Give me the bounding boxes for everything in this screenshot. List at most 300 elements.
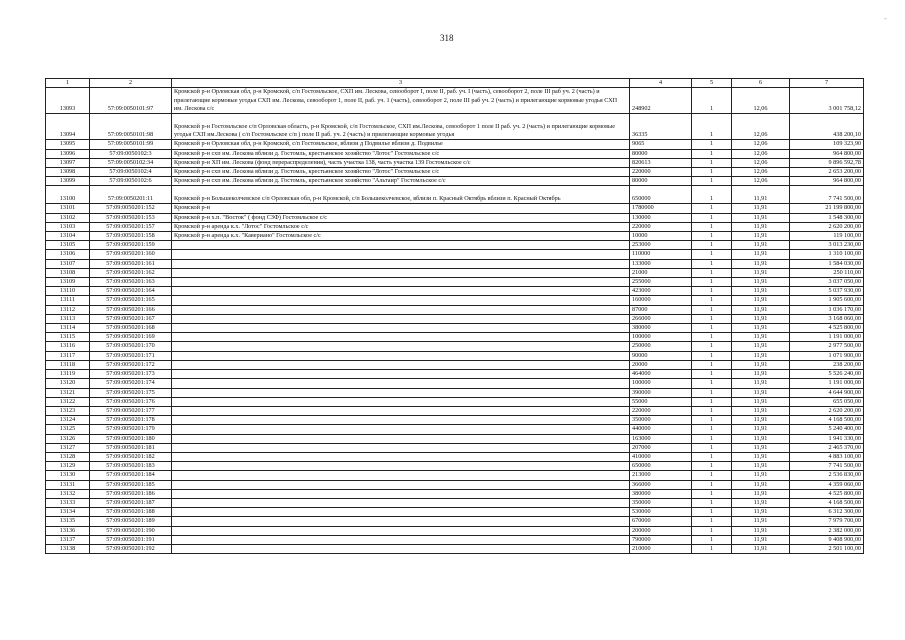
total-value: 2 653 200,00 (790, 168, 864, 177)
row-number: 13136 (46, 526, 90, 535)
cadastral-number: 57:09:0050201:183 (90, 462, 172, 471)
unit-price: 12,06 (732, 88, 790, 114)
row-number: 13097 (46, 158, 90, 167)
count-value: 1 (692, 222, 732, 231)
area-value: 670000 (630, 517, 692, 526)
area-value: 423000 (630, 287, 692, 296)
area-value: 80000 (630, 177, 692, 186)
column-number: 6 (732, 79, 790, 88)
table-row (46, 388, 864, 397)
area-value: 80000 (630, 149, 692, 158)
area-value: 350000 (630, 416, 692, 425)
cadastral-number: 57:09:0050201:186 (90, 489, 172, 498)
area-value: 90000 (630, 351, 692, 360)
table-row (46, 305, 864, 314)
column-number: 3 (172, 79, 630, 88)
cadastral-number: 57:09:0050101:98 (90, 114, 172, 140)
cadastral-number: 57:09:0050201:164 (90, 287, 172, 296)
table-row (46, 213, 864, 222)
unit-price: 11,91 (732, 241, 790, 250)
unit-price: 11,91 (732, 452, 790, 461)
area-value: 440000 (630, 425, 692, 434)
parcel-description (172, 462, 630, 471)
cadastral-number: 57:09:0050101:97 (90, 88, 172, 114)
table-row (46, 296, 864, 305)
total-value: 3 168 060,00 (790, 314, 864, 323)
count-value: 1 (692, 351, 732, 360)
table-row (46, 140, 864, 149)
cadastral-number: 57:09:0050201:170 (90, 342, 172, 351)
count-value: 1 (692, 213, 732, 222)
count-value: 1 (692, 379, 732, 388)
table-row (46, 158, 864, 167)
count-value: 1 (692, 535, 732, 544)
table-row (46, 186, 864, 204)
parcel-description (172, 526, 630, 535)
unit-price: 11,91 (732, 222, 790, 231)
count-value: 1 (692, 232, 732, 241)
area-value: 380000 (630, 489, 692, 498)
row-number: 13104 (46, 232, 90, 241)
row-number: 13093 (46, 88, 90, 114)
count-value: 1 (692, 462, 732, 471)
parcel-description (172, 250, 630, 259)
cadastral-number: 57:09:0050201:187 (90, 498, 172, 507)
parcel-description: Кромской р-н х.п. "Восток" ( фонд СЗФ) Гостомльское с/с (172, 213, 630, 222)
total-value: 2 536 830,00 (790, 471, 864, 480)
row-number: 13094 (46, 114, 90, 140)
parcel-description: Кромской р-н ХП им. Лескова (фонд перераспределения), часть участка 138, часть участка 139 Гостомльское с/с (172, 158, 630, 167)
cadastral-number: 57:09:0050201:189 (90, 517, 172, 526)
table-body (46, 79, 864, 554)
cadastral-number: 57:09:0050201:184 (90, 471, 172, 480)
table-row (46, 535, 864, 544)
parcel-description: Кромской р-н схп им. Лескова вблизи д. Гостомль, крестьянское хозяйство "Лотос" Гостомльское с/с (172, 168, 630, 177)
unit-price: 12,06 (732, 158, 790, 167)
count-value: 1 (692, 324, 732, 333)
unit-price: 12,06 (732, 114, 790, 140)
area-value: 10000 (630, 232, 692, 241)
unit-price: 11,91 (732, 471, 790, 480)
unit-price: 11,91 (732, 213, 790, 222)
column-number: 4 (630, 79, 692, 88)
cadastral-number: 57:09:0050201:171 (90, 351, 172, 360)
total-value: 4 168 500,00 (790, 416, 864, 425)
total-value: 1 310 100,00 (790, 250, 864, 259)
count-value: 1 (692, 397, 732, 406)
row-number: 13118 (46, 360, 90, 369)
table-row (46, 434, 864, 443)
cadastral-number: 57:09:0050201:153 (90, 213, 172, 222)
count-value: 1 (692, 480, 732, 489)
parcel-description (172, 471, 630, 480)
table-row (46, 232, 864, 241)
area-value: 650000 (630, 462, 692, 471)
unit-price: 12,06 (732, 168, 790, 177)
cadastral-number: 57:09:0050201:159 (90, 241, 172, 250)
area-value: 820613 (630, 158, 692, 167)
corner-mark: - (884, 14, 887, 23)
column-number-row (46, 79, 864, 88)
count-value: 1 (692, 471, 732, 480)
cadastral-number: 57:09:0050201:182 (90, 452, 172, 461)
count-value: 1 (692, 177, 732, 186)
unit-price: 11,91 (732, 434, 790, 443)
unit-price: 11,91 (732, 259, 790, 268)
row-number: 13096 (46, 149, 90, 158)
cadastral-number: 57:09:0050201:161 (90, 259, 172, 268)
area-value: 87000 (630, 305, 692, 314)
area-value: 130000 (630, 213, 692, 222)
column-number: 5 (692, 79, 732, 88)
unit-price: 11,91 (732, 535, 790, 544)
table-row (46, 471, 864, 480)
table-row (46, 351, 864, 360)
parcel-description (172, 517, 630, 526)
parcel-description (172, 241, 630, 250)
unit-price: 11,91 (732, 489, 790, 498)
count-value: 1 (692, 259, 732, 268)
row-number: 13133 (46, 498, 90, 507)
count-value: 1 (692, 416, 732, 425)
table-row (46, 278, 864, 287)
area-value: 55000 (630, 397, 692, 406)
total-value: 5 037 930,00 (790, 287, 864, 296)
cadastral-number: 57:09:0050102:4 (90, 168, 172, 177)
unit-price: 11,91 (732, 370, 790, 379)
table-row (46, 88, 864, 114)
total-value: 9 408 900,00 (790, 535, 864, 544)
row-number: 13129 (46, 462, 90, 471)
parcel-description: Кромской р-н аренда к.х. "Лотос" Гостомльское с/с (172, 222, 630, 231)
table-row (46, 287, 864, 296)
parcel-description (172, 397, 630, 406)
total-value: 3 037 050,00 (790, 278, 864, 287)
total-value: 438 200,10 (790, 114, 864, 140)
row-number: 13100 (46, 186, 90, 204)
row-number: 13115 (46, 333, 90, 342)
cadastral-number: 57:09:0050102:34 (90, 158, 172, 167)
page-number: 318 (440, 33, 454, 43)
parcel-description (172, 360, 630, 369)
parcel-description (172, 388, 630, 397)
unit-price: 11,91 (732, 508, 790, 517)
cadastral-number: 57:09:0050102:6 (90, 177, 172, 186)
unit-price: 11,91 (732, 333, 790, 342)
area-value: 266000 (630, 314, 692, 323)
area-value: 350000 (630, 498, 692, 507)
cadastral-number: 57:09:0050201:177 (90, 406, 172, 415)
cadastral-number: 57:09:0050201:179 (90, 425, 172, 434)
column-number: 1 (46, 79, 90, 88)
cadastral-number: 57:09:0050201:181 (90, 443, 172, 452)
count-value: 1 (692, 434, 732, 443)
count-value: 1 (692, 305, 732, 314)
area-value: 366000 (630, 480, 692, 489)
table-row (46, 314, 864, 323)
table-row (46, 508, 864, 517)
table-row (46, 342, 864, 351)
row-number: 13109 (46, 278, 90, 287)
row-number: 13134 (46, 508, 90, 517)
table-row (46, 324, 864, 333)
unit-price: 12,06 (732, 177, 790, 186)
parcel-description (172, 508, 630, 517)
cadastral-number: 57:09:0050201:192 (90, 544, 172, 553)
area-value: 9065 (630, 140, 692, 149)
table-row (46, 333, 864, 342)
parcel-description: Кромской р-н Гостомльское с/п Орловская область, р-н Кромской, с/п Гостомльское, СХП им.Лескова, севооборот 1 поле II раб. уч. 2 (часть) и прилегающие кормовые угодья СХП им.Лескова ( с/п Гостомльское с/п ) поле II раб. уч. 2 (часть) и прилегающие кормовые угодья (172, 114, 630, 140)
count-value: 1 (692, 114, 732, 140)
row-number: 13131 (46, 480, 90, 489)
unit-price: 11,91 (732, 379, 790, 388)
total-value: 1 584 030,00 (790, 259, 864, 268)
unit-price: 11,91 (732, 278, 790, 287)
count-value: 1 (692, 517, 732, 526)
cadastral-number: 57:09:0050101:99 (90, 140, 172, 149)
parcel-description (172, 278, 630, 287)
total-value: 1 191 000,00 (790, 333, 864, 342)
total-value: 2 620 200,00 (790, 406, 864, 415)
total-value: 1 036 170,00 (790, 305, 864, 314)
unit-price: 11,91 (732, 517, 790, 526)
unit-price: 11,91 (732, 498, 790, 507)
parcel-description: Кромской р-н (172, 204, 630, 213)
row-number: 13122 (46, 397, 90, 406)
column-number: 7 (790, 79, 864, 88)
total-value: 3 013 230,00 (790, 241, 864, 250)
total-value: 21 199 800,00 (790, 204, 864, 213)
parcel-description (172, 333, 630, 342)
row-number: 13120 (46, 379, 90, 388)
parcel-description (172, 425, 630, 434)
parcel-description: Кромской р-н Большеколчевское с/п Орловская обл, р-н Кромской, с/п Большеколчевское, вблизи п. Красный Октябрь вблизи п. Красный Октябрь (172, 186, 630, 204)
total-value: 7 741 500,00 (790, 186, 864, 204)
parcel-description (172, 379, 630, 388)
table-row (46, 526, 864, 535)
total-value: 964 800,00 (790, 177, 864, 186)
area-value: 650000 (630, 186, 692, 204)
total-value: 2 977 500,00 (790, 342, 864, 351)
total-value: 250 110,00 (790, 268, 864, 277)
table-row (46, 397, 864, 406)
area-value: 410000 (630, 452, 692, 461)
column-number: 2 (90, 79, 172, 88)
area-value: 250000 (630, 342, 692, 351)
cadastral-number: 57:09:0050201:169 (90, 333, 172, 342)
table-row (46, 114, 864, 140)
row-number: 13111 (46, 296, 90, 305)
parcel-description: Кромской р-н Орловская обл, р-н Кромской, с/п Гостомльское, СХП им. Лескова, севооборот I, поле II, раб. уч. I (часть), севооборот 2, поле III раб уч. 2 (часть) и прилегающие кормовые угодья СХП им. Лескова, севооборот 1, поле II, раб. уч. 1 (часть), севооборот 2, поле III раб уч. 2 (часть) и прилегающие кормовые угодья СХП им. Лескова с/с (172, 88, 630, 114)
area-value: 390000 (630, 388, 692, 397)
parcel-description (172, 296, 630, 305)
count-value: 1 (692, 158, 732, 167)
total-value: 5 526 240,00 (790, 370, 864, 379)
count-value: 1 (692, 489, 732, 498)
count-value: 1 (692, 287, 732, 296)
table-row (46, 462, 864, 471)
cadastral-number: 57:09:0050102:3 (90, 149, 172, 158)
count-value: 1 (692, 140, 732, 149)
table-row (46, 425, 864, 434)
area-value: 253000 (630, 241, 692, 250)
table-row (46, 268, 864, 277)
parcel-description (172, 452, 630, 461)
unit-price: 11,91 (732, 425, 790, 434)
total-value: 4 525 800,00 (790, 324, 864, 333)
total-value: 5 240 400,00 (790, 425, 864, 434)
area-value: 21000 (630, 268, 692, 277)
parcel-description: Кромской р-н аренда к.х. "Кавериано" Гостомльское с/с (172, 232, 630, 241)
unit-price: 11,91 (732, 416, 790, 425)
unit-price: 11,91 (732, 250, 790, 259)
count-value: 1 (692, 526, 732, 535)
unit-price: 11,91 (732, 204, 790, 213)
cadastral-number: 57:09:0050201:180 (90, 434, 172, 443)
parcel-description (172, 324, 630, 333)
table-row (46, 168, 864, 177)
unit-price: 11,91 (732, 314, 790, 323)
area-value: 255000 (630, 278, 692, 287)
total-value: 4 168 500,00 (790, 498, 864, 507)
row-number: 13137 (46, 535, 90, 544)
total-value: 4 883 100,00 (790, 452, 864, 461)
count-value: 1 (692, 168, 732, 177)
area-value: 210000 (630, 544, 692, 553)
unit-price: 11,91 (732, 186, 790, 204)
unit-price: 11,91 (732, 232, 790, 241)
area-value: 1780000 (630, 204, 692, 213)
parcel-description (172, 305, 630, 314)
total-value: 2 382 000,00 (790, 526, 864, 535)
count-value: 1 (692, 296, 732, 305)
parcel-description (172, 342, 630, 351)
parcel-description (172, 544, 630, 553)
area-value: 220000 (630, 406, 692, 415)
cadastral-number: 57:09:0050201:172 (90, 360, 172, 369)
parcel-description: Кромской р-н схп им. Лескова вблизи д. Гостомль, крестьянское хозяйство "Лотос" Гостомльское с/с (172, 149, 630, 158)
total-value: 4 644 900,00 (790, 388, 864, 397)
area-value: 380000 (630, 324, 692, 333)
total-value: 9 896 592,78 (790, 158, 864, 167)
area-value: 207000 (630, 443, 692, 452)
table-row (46, 416, 864, 425)
row-number: 13110 (46, 287, 90, 296)
total-value: 1 941 330,00 (790, 434, 864, 443)
table-row (46, 544, 864, 553)
row-number: 13099 (46, 177, 90, 186)
area-value: 464000 (630, 370, 692, 379)
area-value: 530000 (630, 508, 692, 517)
table-row (46, 241, 864, 250)
parcel-description (172, 416, 630, 425)
unit-price: 11,91 (732, 397, 790, 406)
count-value: 1 (692, 508, 732, 517)
unit-price: 11,91 (732, 526, 790, 535)
row-number: 13135 (46, 517, 90, 526)
count-value: 1 (692, 406, 732, 415)
count-value: 1 (692, 149, 732, 158)
cadastral-number: 57:09:0050201:191 (90, 535, 172, 544)
table-row (46, 517, 864, 526)
total-value: 2 465 370,00 (790, 443, 864, 452)
total-value: 1 905 600,00 (790, 296, 864, 305)
table-row (46, 222, 864, 231)
total-value: 655 050,00 (790, 397, 864, 406)
cadastral-number: 57:09:0050201:152 (90, 204, 172, 213)
count-value: 1 (692, 333, 732, 342)
unit-price: 11,91 (732, 388, 790, 397)
cadastral-number: 57:09:0050201:162 (90, 268, 172, 277)
parcel-description (172, 434, 630, 443)
parcel-description (172, 498, 630, 507)
total-value: 119 100,00 (790, 232, 864, 241)
table-row (46, 259, 864, 268)
table-row (46, 370, 864, 379)
total-value: 3 001 758,12 (790, 88, 864, 114)
cadastral-number: 57:09:0050201:168 (90, 324, 172, 333)
cadastral-number: 57:09:0050201:185 (90, 480, 172, 489)
cadastral-number: 57:09:0050201:175 (90, 388, 172, 397)
count-value: 1 (692, 250, 732, 259)
cadastral-number: 57:09:0050201:176 (90, 397, 172, 406)
row-number: 13124 (46, 416, 90, 425)
cadastral-number: 57:09:0050201:174 (90, 379, 172, 388)
row-number: 13098 (46, 168, 90, 177)
row-number: 13123 (46, 406, 90, 415)
row-number: 13119 (46, 370, 90, 379)
row-number: 13102 (46, 213, 90, 222)
row-number: 13103 (46, 222, 90, 231)
area-value: 36335 (630, 114, 692, 140)
row-number: 13130 (46, 471, 90, 480)
area-value: 133000 (630, 259, 692, 268)
area-value: 220000 (630, 222, 692, 231)
cadastral-number: 57:09:0050201:158 (90, 232, 172, 241)
parcel-description (172, 406, 630, 415)
unit-price: 11,91 (732, 268, 790, 277)
unit-price: 12,06 (732, 140, 790, 149)
unit-price: 11,91 (732, 296, 790, 305)
row-number: 13116 (46, 342, 90, 351)
count-value: 1 (692, 452, 732, 461)
count-value: 1 (692, 278, 732, 287)
area-value: 220000 (630, 168, 692, 177)
unit-price: 11,91 (732, 324, 790, 333)
count-value: 1 (692, 498, 732, 507)
parcel-description: Кромской р-н схп им. Лескова вблизи д. Гостомль, крестьянское хозяйство "Альтаир" Гостомльское с/с (172, 177, 630, 186)
row-number: 13138 (46, 544, 90, 553)
row-number: 13114 (46, 324, 90, 333)
total-value: 4 525 800,00 (790, 489, 864, 498)
table-row (46, 443, 864, 452)
total-value: 6 312 300,00 (790, 508, 864, 517)
row-number: 13121 (46, 388, 90, 397)
parcel-description (172, 314, 630, 323)
table-row (46, 406, 864, 415)
cadastral-number: 57:09:0050201:173 (90, 370, 172, 379)
parcel-description (172, 259, 630, 268)
area-value: 200000 (630, 526, 692, 535)
row-number: 13112 (46, 305, 90, 314)
unit-price: 11,91 (732, 443, 790, 452)
row-number: 13101 (46, 204, 90, 213)
unit-price: 11,91 (732, 342, 790, 351)
table-row (46, 379, 864, 388)
table-row (46, 177, 864, 186)
cadastral-number: 57:09:0050201:165 (90, 296, 172, 305)
table-row (46, 452, 864, 461)
